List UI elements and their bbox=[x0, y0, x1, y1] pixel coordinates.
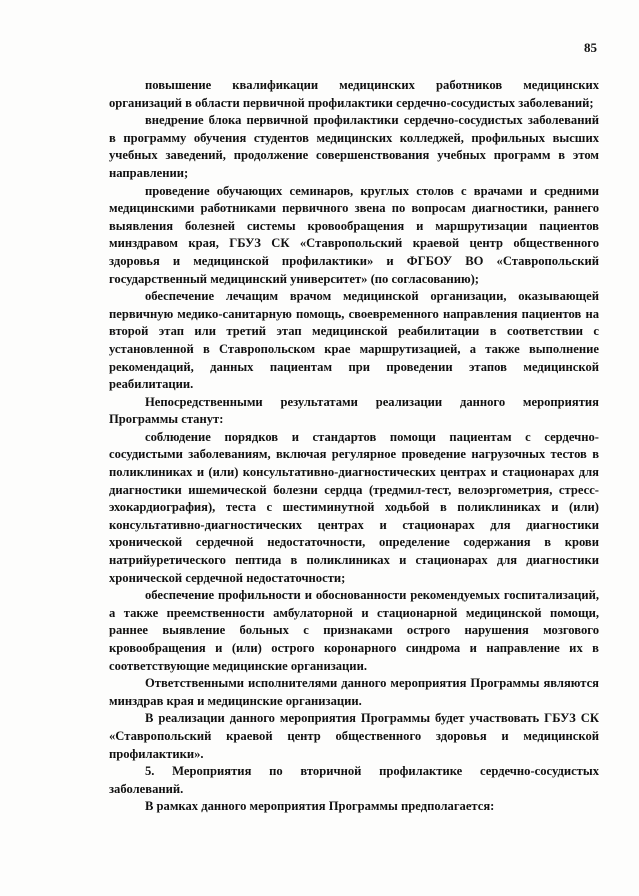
section-heading: 5. Мероприятия по вторичной профилактике сердечно-сосудистых заболеваний. bbox=[109, 764, 599, 796]
paragraph: повышение квалификации медицинских работников медицинских организаций в области первичной профилактики сердечно-сосудистых заболеваний; bbox=[109, 78, 599, 110]
body-text bbox=[109, 77, 599, 816]
paragraph: Непосредственными результатами реализации данного мероприятия Программы станут: bbox=[109, 394, 599, 427]
page-number: 85 bbox=[584, 40, 597, 55]
paragraph: В реализации данного мероприятия Программы будет участвовать ГБУЗ СК «Ставропольский краевой центр общественного здоровья и медицинской профилактики». bbox=[109, 711, 599, 761]
paragraph: В рамках данного мероприятия Программы предполагается: bbox=[145, 799, 495, 814]
paragraph: внедрение блока первичной профилактики сердечно-сосудистых заболеваний в программу обучения студентов медицинских колледжей, профильных высших учебных заведений, продолжение совершенствования учебных программ в этом направлении; bbox=[109, 113, 599, 180]
paragraph: обеспечение профильности и обоснованности рекомендуемых госпитализаций, а также преемственности амбулаторной и стационарной медицинской помощи, раннее выявление больных с признаками острого нарушения мозгового кровообращения и (или) острого коронарного синдрома и направление их в соответствующие медицинские организации. bbox=[109, 588, 599, 673]
paragraph: соблюдение порядков и стандартов помощи пациентам с сердечно-сосудистыми заболеваниям, включая регулярное проведение нагрузочных тестов в поликлиниках и (или) консультативно-диагностических центрах и стационарах для диагностики ишемической болезни сердца (тредмил-тест, велоэргометрия, стресс-эхокардиография), теста с шестиминутной ходьбой в поликлиниках и (или) консультативно-диагностических центрах и стационарах для диагностики хронической сердечной недостаточности, определение содержания в крови натрийуретического пептида в поликлиниках и стационарах для диагностики хронической сердечной недостаточности; bbox=[109, 429, 599, 585]
paragraph: обеспечение лечащим врачом медицинской организации, оказывающей первичную медико-санитарную помощь, своевременного направления пациентов на второй этап или третий этап медицинской реабилитации в соответствии с установленной в Ставропольском крае маршрутизацией, а также выполнение рекомендаций, данных пациентам при проведении этапов медицинской реабилитации. bbox=[109, 289, 599, 392]
paragraph: Ответственными исполнителями данного мероприятия Программы являются минздрав края и медицинские организации. bbox=[109, 676, 599, 708]
paragraph: проведение обучающих семинаров, круглых столов с врачами и средними медицинскими работниками первичного звена по вопросам диагностики, раннего выявления болезней системы кровообращения и маршрутизации пациентов минздравом края, ГБУЗ СК «Ставропольский краевой центр общественного здоровья и медицинской профилактики» и ФГБОУ ВО «Ставропольский государственный медицинский университет» (по согласованию); bbox=[109, 183, 599, 286]
